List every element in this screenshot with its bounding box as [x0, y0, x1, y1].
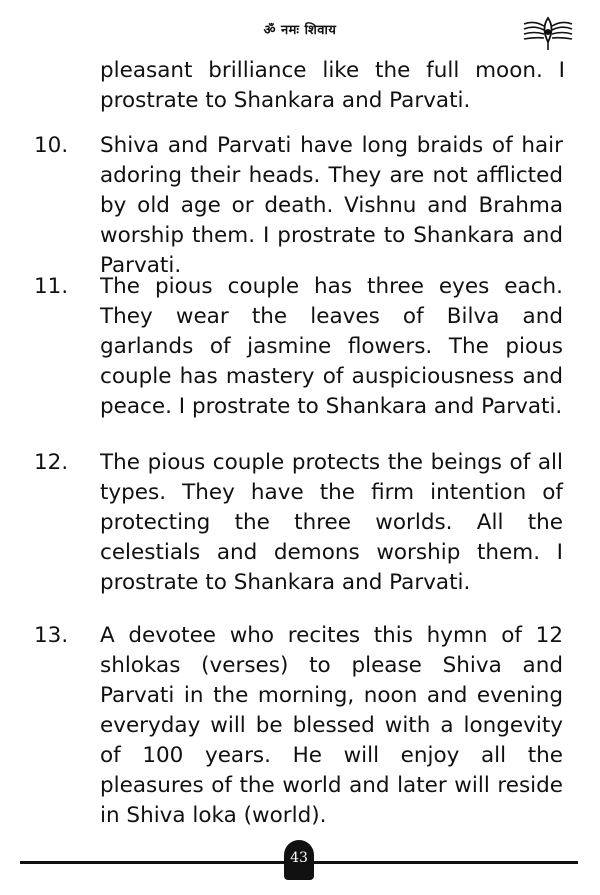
- running-header-title: ॐ नमः शिवाय: [263, 23, 337, 38]
- verse-text: The pious couple protects the beings of all types. They have the firm intention of protecting the three worlds. All the celestials and demons worship them. I prostrate to Shankara and Parvati.: [100, 450, 563, 595]
- verse-number: 10.: [34, 133, 69, 158]
- verse-number: 11.: [34, 274, 69, 299]
- page-number-badge: 43: [284, 840, 314, 880]
- verse-text: The pious couple has three eyes each. They wear the leaves of Bilva and garlands of jasmine flowers. The pious couple has mastery of auspiciousness and peace. I prostrate to Shankara and Parvati.: [100, 274, 563, 419]
- verse-text: A devotee who recites this hymn of 12 shlokas (verses) to please Shiva and Parvati in the morning, noon and evening everyday will be blessed with a longevity of 100 years. He will enjoy all the pleasures of the world and later will reside in Shiva loka (world).: [100, 623, 563, 828]
- continuation-paragraph: pleasant brilliance like the full moon. I prostrate to Shankara and Parvati.: [100, 58, 565, 113]
- trident-icon: [520, 12, 576, 52]
- verse-number: 13.: [34, 623, 69, 648]
- verse-number: 12.: [34, 450, 69, 475]
- verse-text: Shiva and Parvati have long braids of hair adoring their heads. They are not afflicted by old age or death. Vishnu and Brahma worship them. I prostrate to Shankara and Parvati.: [100, 133, 563, 278]
